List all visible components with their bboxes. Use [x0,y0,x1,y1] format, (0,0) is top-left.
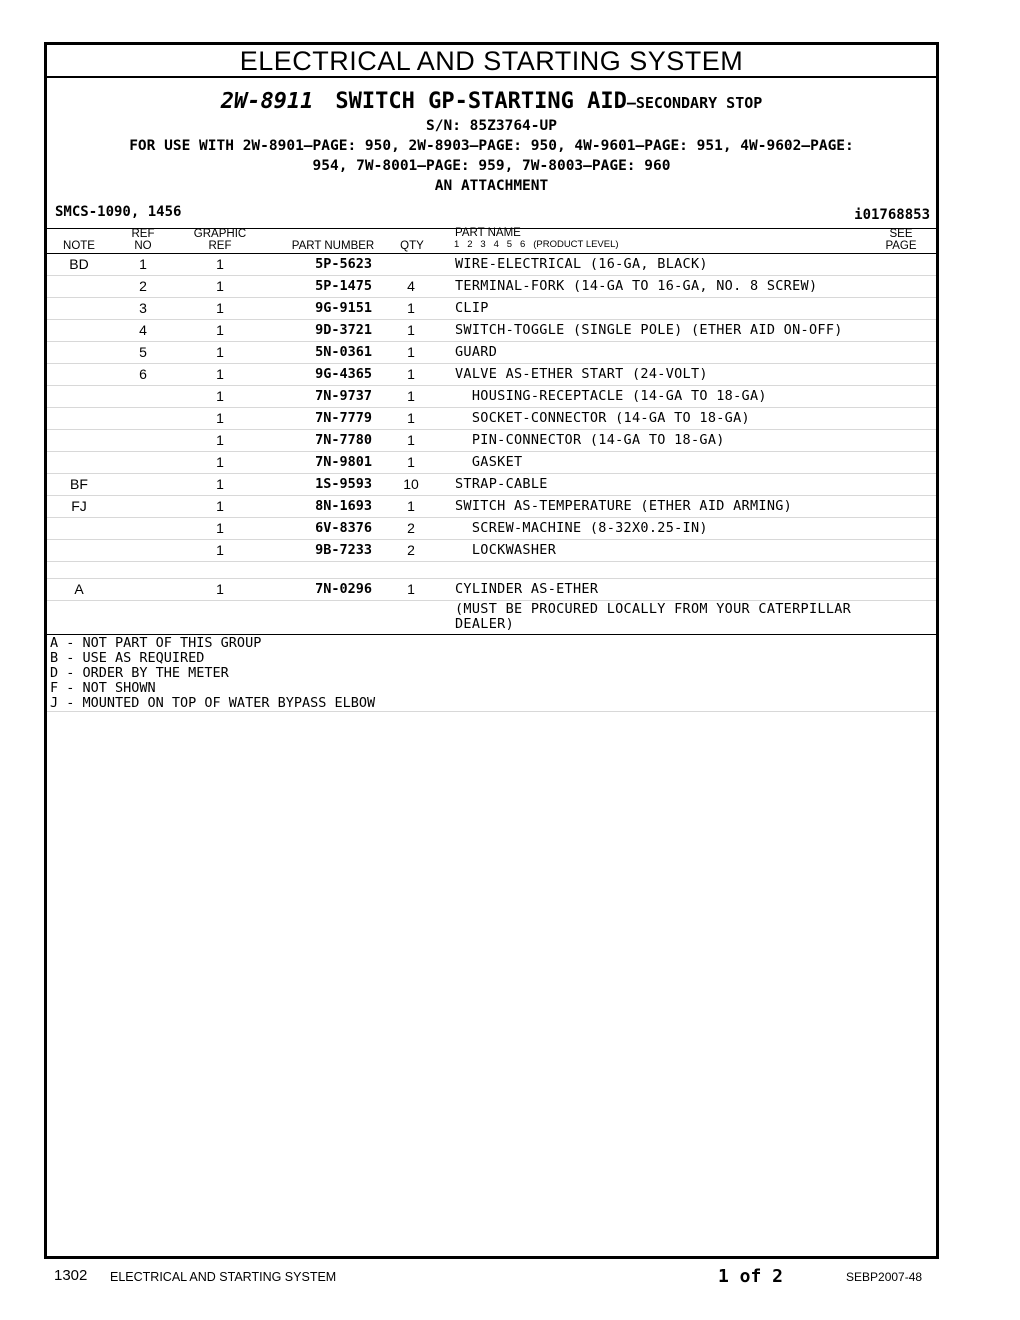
cell-part-name: WIRE-ELECTRICAL (16-GA, BLACK) [455,256,708,272]
cell-part-number: 9G-9151 [315,300,372,316]
smcs-code: SMCS-1090, 1456 [55,204,182,220]
cell-part-number: 7N-7780 [315,432,372,448]
publication-number: SEBP2007-48 [846,1270,923,1284]
cell-graphic-ref: 1 [216,366,224,382]
attachment-label: AN ATTACHMENT [434,178,549,194]
notes-legend [47,635,936,712]
cell-ref-no: 3 [139,300,147,316]
cell-part-number: 9G-4365 [315,366,372,382]
usage-line-1: FOR USE WITH 2W-8901—PAGE: 950, 2W-8903—PAGE: 950, 4W-9601—PAGE: 951, 4W-9602—PAGE: [129,138,854,154]
serial-range: S/N: 85Z3764-UP [426,118,557,134]
cell-part-number: 5N-0361 [315,344,372,360]
table-row [47,518,936,540]
legend-item: D - ORDER BY THE METER [50,665,229,681]
group-header [47,89,936,196]
cell-part-number: 7N-0296 [315,581,372,597]
cell-qty: 1 [407,454,415,470]
smcs-row [47,204,936,229]
table-row [47,579,936,601]
table-row [47,430,936,452]
cell-graphic-ref: 1 [216,476,224,492]
cell-graphic-ref: 1 [216,278,224,294]
cell-graphic-ref: 1 [216,454,224,470]
table-row [47,320,936,342]
group-number: 2W-8911 [220,89,314,114]
table-row [47,386,936,408]
cell-part-name: GASKET [455,454,523,470]
cell-graphic-ref: 1 [216,542,224,558]
table-row [47,298,936,320]
header-part-number: PART NUMBER [291,240,375,252]
cell-part-number: 5P-1475 [315,278,372,294]
legend-item: A - NOT PART OF THIS GROUP [50,635,262,651]
cell-graphic-ref: 1 [216,344,224,360]
cell-ref-no: 2 [139,278,147,294]
section-title: ELECTRICAL AND STARTING SYSTEM [47,45,936,78]
sheet-indicator: 1 of 2 [718,1266,784,1287]
cell-qty: 1 [407,322,415,338]
table-row [47,276,936,298]
cell-part-number: 5P-5623 [315,256,372,272]
parts-page-frame [44,42,939,1259]
cell-part-number: 9B-7233 [315,542,372,558]
cell-part-name: PIN-CONNECTOR (14-GA TO 18-GA) [455,432,725,448]
illustration-id: i01768853 [854,207,930,223]
cell-part-name: SOCKET-CONNECTOR (14-GA TO 18-GA) [455,410,750,426]
cell-qty: 1 [407,410,415,426]
table-row [47,364,936,386]
column-headers [47,229,936,254]
header-ref-no: REF NO [131,228,155,252]
cell-part-name: CYLINDER AS-ETHER [455,581,599,597]
cell-note: A [74,581,84,597]
cell-part-number: 7N-9737 [315,388,372,404]
cell-part-name: STRAP-CABLE [455,476,548,492]
legend-item: J - MOUNTED ON TOP OF WATER BYPASS ELBOW [50,695,376,711]
table-spacer-row [47,562,936,579]
cell-part-name: SCREW-MACHINE (8-32X0.25-IN) [455,520,708,536]
cell-part-number: 6V-8376 [315,520,372,536]
cell-graphic-ref: 1 [216,498,224,514]
cell-graphic-ref: 1 [216,520,224,536]
cell-part-number: 7N-9801 [315,454,372,470]
cell-part-number: 8N-1693 [315,498,372,514]
cell-part-name: SWITCH AS-TEMPERATURE (ETHER AID ARMING) [455,498,793,514]
legend-item: F - NOT SHOWN [50,680,156,696]
header-see-page: SEE PAGE [885,228,917,252]
cell-graphic-ref: 1 [216,322,224,338]
cell-note: BD [69,256,89,272]
cell-qty: 1 [407,498,415,514]
cell-part-name: LOCKWASHER [455,542,557,558]
cell-note: FJ [71,498,87,514]
parts-list [47,254,936,635]
header-note: NOTE [63,240,95,252]
cell-qty: 1 [407,432,415,448]
cell-part-name: CLIP [455,300,489,316]
header-product-level: 1 2 3 4 5 6 (PRODUCT LEVEL) [454,239,619,250]
table-row [47,408,936,430]
cell-part-name: SWITCH-TOGGLE (SINGLE POLE) (ETHER AID ON-OFF) [455,322,843,338]
cell-qty: 1 [407,388,415,404]
cell-part-name: VALVE AS-ETHER START (24-VOLT) [455,366,708,382]
table-row [47,496,936,518]
table-row [47,540,936,562]
cell-part-name: GUARD [455,344,498,360]
usage-line-2: 954, 7W-8001—PAGE: 959, 7W-8003—PAGE: 960 [312,158,671,174]
table-row [47,254,936,276]
cell-part-number: 9D-3721 [315,322,372,338]
cell-part-name: TERMINAL-FORK (14-GA TO 16-GA, NO. 8 SCREW) [455,278,818,294]
cell-qty: 10 [403,476,419,492]
group-title [47,89,936,116]
table-row [47,474,936,496]
page-footer [0,1262,1020,1292]
group-name: SWITCH GP-STARTING AID [335,89,627,114]
cell-qty: 2 [407,520,415,536]
cell-ref-no: 1 [139,256,147,272]
cell-graphic-ref: 1 [216,388,224,404]
page-number: 1302 [54,1267,88,1284]
table-row [47,452,936,474]
header-qty: QTY [400,240,424,252]
cell-ref-no: 4 [139,322,147,338]
cell-graphic-ref: 1 [216,300,224,316]
header-part-name: PART NAME [455,227,521,239]
cell-part-number: 1S-9593 [315,476,372,492]
cell-part-number: 7N-7779 [315,410,372,426]
cell-qty: 4 [407,278,415,294]
cell-graphic-ref: 1 [216,432,224,448]
header-graphic-ref: GRAPHIC REF [193,228,247,252]
table-row [47,342,936,364]
cell-qty: 1 [407,581,415,597]
cell-graphic-ref: 1 [216,581,224,597]
procurement-note-row [47,601,936,635]
footer-section-title: ELECTRICAL AND STARTING SYSTEM [110,1270,337,1284]
procurement-note: (MUST BE PROCURED LOCALLY FROM YOUR CATERPILLAR DEALER) [455,601,852,632]
group-name-suffix: —SECONDARY STOP [626,94,763,112]
legend-item: B - USE AS REQUIRED [50,650,205,666]
cell-graphic-ref: 1 [216,410,224,426]
cell-ref-no: 6 [139,366,147,382]
cell-note: BF [70,476,88,492]
cell-part-name: HOUSING-RECEPTACLE (14-GA TO 18-GA) [455,388,767,404]
cell-qty: 1 [407,344,415,360]
cell-graphic-ref: 1 [216,256,224,272]
cell-qty: 1 [407,300,415,316]
cell-ref-no: 5 [139,344,147,360]
cell-qty: 2 [407,542,415,558]
cell-qty: 1 [407,366,415,382]
